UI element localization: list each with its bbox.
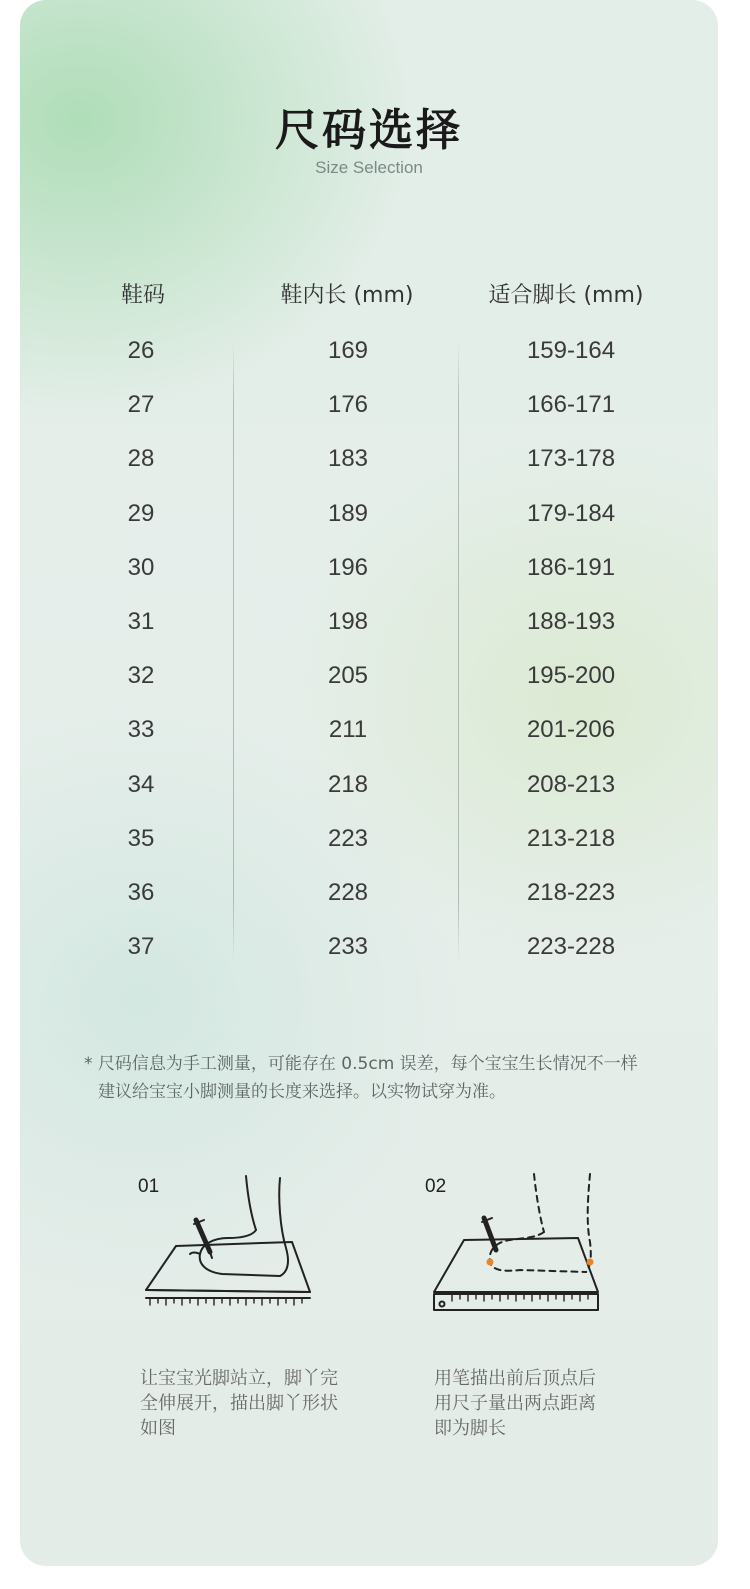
inner-length-cell: 189 [327,499,369,527]
inner-length-cell: 196 [327,553,369,581]
column-divider [458,342,459,962]
shoe-size-cell: 37 [127,933,155,961]
note-line: 建议给宝宝小脚测量的长度来选择。以实物试穿为准。 [98,1082,506,1102]
shoe-size-cell: 36 [127,879,155,906]
inner-length-cell: 176 [327,391,369,419]
step-number: 02 [425,1176,447,1197]
header-foot-length: 适合脚长 (mm) [488,283,644,308]
inner-length-cell: 211 [328,716,368,744]
shoe-size-cell: 31 [127,608,155,635]
step-text-line: 用尺子量出两点距离 [434,1393,596,1414]
header-inner-length: 鞋内长 (mm) [280,283,414,308]
page-title: 尺码选择 [275,105,463,156]
inner-length-cell: 198 [327,608,369,635]
inner-length-cell: 169 [327,337,369,364]
inner-length-cell: 233 [327,933,369,961]
step-text-line: 用笔描出前后顶点后 [434,1368,596,1389]
step-description [434,1366,596,1441]
shoe-size-cell: 30 [127,553,155,581]
step-text-line: 全伸展开，描出脚丫形状 [140,1393,338,1414]
foot-length-cell: 179-184 [526,499,616,527]
foot-measure-icon [430,1168,610,1318]
shoe-size-cell: 34 [127,770,155,798]
foot-length-cell: 213-218 [526,824,616,852]
inner-length-cell: 228 [327,879,369,906]
inner-length-cell: 218 [327,770,369,798]
foot-length-cell: 166-171 [526,391,616,419]
shoe-size-cell: 26 [127,337,155,364]
foot-length-cell: 186-191 [526,553,616,581]
step-text-line: 让宝宝光脚站立，脚丫完 [140,1368,338,1389]
step-number: 01 [138,1176,160,1197]
step-description [140,1366,338,1441]
header-shoe-size: 鞋码 [120,283,166,308]
column-divider [233,342,234,962]
page-subtitle: Size Selection [315,158,423,177]
foot-length-cell: 223-228 [526,933,616,961]
foot-length-cell: 173-178 [526,445,616,473]
size-chart-card [20,0,718,1566]
shoe-size-cell: 32 [127,662,155,690]
measurement-note [84,1050,638,1106]
inner-length-cell: 183 [327,445,369,473]
shoe-size-cell: 35 [127,824,155,852]
step-text-line: 如图 [140,1418,176,1439]
step-text-line: 即为脚长 [434,1418,506,1439]
shoe-size-cell: 28 [127,445,155,473]
foot-tracing-icon [140,1168,320,1318]
inner-length-cell: 205 [327,662,369,690]
foot-length-cell: 159-164 [526,337,616,364]
foot-length-cell: 188-193 [526,608,616,635]
foot-length-cell: 195-200 [526,662,616,690]
foot-length-cell: 208-213 [526,770,616,798]
foot-length-cell: 201-206 [526,716,616,744]
foot-length-cell: 218-223 [526,879,616,906]
shoe-size-cell: 29 [127,499,155,527]
note-line: * 尺码信息为手工测量，可能存在 0.5cm 误差，每个宝宝生长情况不一样 [84,1054,638,1074]
inner-length-cell: 223 [327,824,369,852]
shoe-size-cell: 27 [127,391,155,419]
shoe-size-cell: 33 [127,716,155,744]
